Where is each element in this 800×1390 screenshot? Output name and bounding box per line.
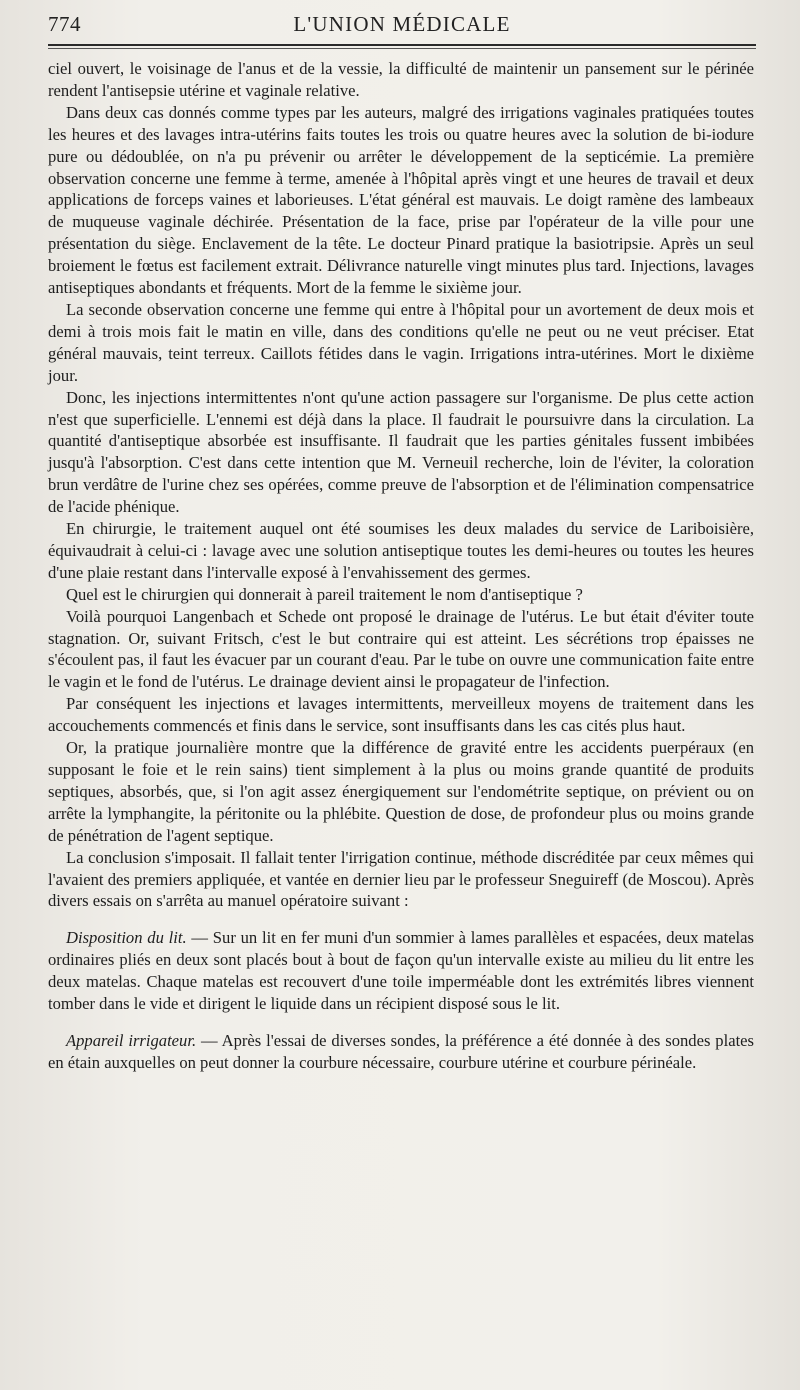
running-header [48, 8, 756, 40]
header-rule [48, 44, 756, 49]
journal-title: L'UNION MÉDICALE [293, 12, 511, 36]
paragraph: La seconde observation concerne une femme qui entre à l'hôpital pour un avortement de deux mois et demi à trois mois fait le matin en ville, dans des conditions qu'elle ne peut ou ne veut préciser. Etat général mauvais, teint terreux. Caillots fétides dans le vagin. Irrigations intra-utérines. Mort le dixième jour. [48, 299, 754, 385]
paragraph: Voilà pourquoi Langenbach et Schede ont proposé le drainage de l'utérus. Le but était d'éviter toute stagnation. Or, suivant Fritsch, c'est le but contraire qui est atteint. Les sécrétions trop épaisses ne s'écoulent pas, il faut les évacuer par un courant d'eau. Par le tube on ouvre une communication faite entre le vagin et le fond de l'utérus. Le drainage devient ainsi le propagateur de l'infection. [48, 606, 754, 692]
section-appareil-irrigateur [48, 1030, 754, 1074]
paragraph: Dans deux cas donnés comme types par les auteurs, malgré des irrigations vaginales pratiquées toutes les heures et des lavages intra-utérins faits toutes les trois ou quatre heures avec la solution de bi-iodure pure ou dédoublée, on n'a pu prévenir ou arrêter le développement de la septicémie. La première observation concerne une femme à terme, amenée à l'hôpital après vingt et une heures de travail et deux applications de forceps vaines et laborieuses. L'état général est mauvais. Le doigt ramène des lambeaux de muqueuse vaginale déchirée. Présentation de la face, prise par l'opérateur de la ville pour une présentation du siège. Enclavement de la tête. Le docteur Pinard pratique la basiotripsie. Après un seul broiement le fœtus est facilement extrait. Délivrance naturelle vingt minutes plus tard. Injections, lavages antiseptiques abondants et fréquents. Mort de la femme le sixième jour. [48, 102, 754, 298]
paragraph: Quel est le chirurgien qui donnerait à pareil traitement le nom d'antiseptique ? [66, 584, 583, 604]
paragraph: En chirurgie, le traitement auquel ont été soumises les deux malades du service de Lariboisière, équivaudrait à celui-ci : lavage avec une solution antiseptique toutes les demi-heures ou toutes les heures d'une plaie restant dans l'intervalle exposé à l'envahissement des germes. [48, 519, 754, 582]
section-heading: Disposition du lit. [66, 928, 187, 948]
section-text: — Sur un lit en fer muni d'un sommier à lames parallèles et espacées, deux matelas ordinaires pliés en deux sont placés bout à bout de façon qu'un intervalle existe au milieu du lit entre les deux matelas. Chaque matelas est recouvert d'une toile imperméable dont les extrémités libres viennent tomber dans le vide et dirigent le liquide dans un récipient disposé sous le lit. [48, 928, 754, 1014]
paragraph: Or, la pratique journalière montre que la différence de gravité entre les accidents puerpéraux (en supposant le foie et le rein sains) tient simplement à la plus ou moins grande quantité de produits septiques, absorbés, que, si l'on agit assez énergiquement sur l'endométrite septique, on prévient ou on arrête la lymphangite, la péritonite ou la phlébite. Question de dose, de profondeur plus ou moins grande de pénétration de l'agent septique. [48, 738, 754, 845]
section-text: — Après l'essai de diverses sondes, la préférence a été donnée à des sondes plates en étain auxquelles on peut donner la courbure nécessaire, courbure utérine et courbure périnéale. [48, 1030, 755, 1072]
section-disposition-du-lit [48, 927, 754, 1015]
paragraph: Par conséquent les injections et lavages intermittents, merveilleux moyens de traitement dans les accouchements commencés et finis dans le service, sont insuffisants dans les cas cités plus haut. [48, 694, 754, 736]
paragraph: ciel ouvert, le voisinage de l'anus et de la vessie, la difficulté de maintenir un pansement sur le périnée rendent l'antisepsie utérine et vaginale relative. [48, 59, 754, 100]
section-heading: Appareil irrigateur. [66, 1030, 197, 1050]
article-body [48, 58, 754, 1074]
paragraph: La conclusion s'imposait. Il fallait tenter l'irrigation continue, méthode discréditée par ceux mêmes qui l'avaient des premiers appliquée, et vantée en dernier lieu par le professeur Sneguireff (de Moscou). Après divers essais on s'arrêta au manuel opératoire suivant : [48, 847, 754, 911]
page-number: 774 [48, 12, 81, 36]
paragraph: Donc, les injections intermittentes n'ont qu'une action passagere sur l'organisme. De plus cette action n'est que superficielle. L'ennemi est déjà dans la place. Il faudrait le poursuivre dans la circulation. La quantité d'antiseptique absorbée est insuffisante. Il faudrait que les parties génitales fussent imbibées jusqu'à l'absorption. C'est dans cette intention que M. Verneuil recherche, loin de l'éviter, la coloration brun verdâtre de l'urine chez ses opérées, comme preuve de l'absorption et de l'élimination compensatrice de l'acide phénique. [48, 387, 754, 517]
